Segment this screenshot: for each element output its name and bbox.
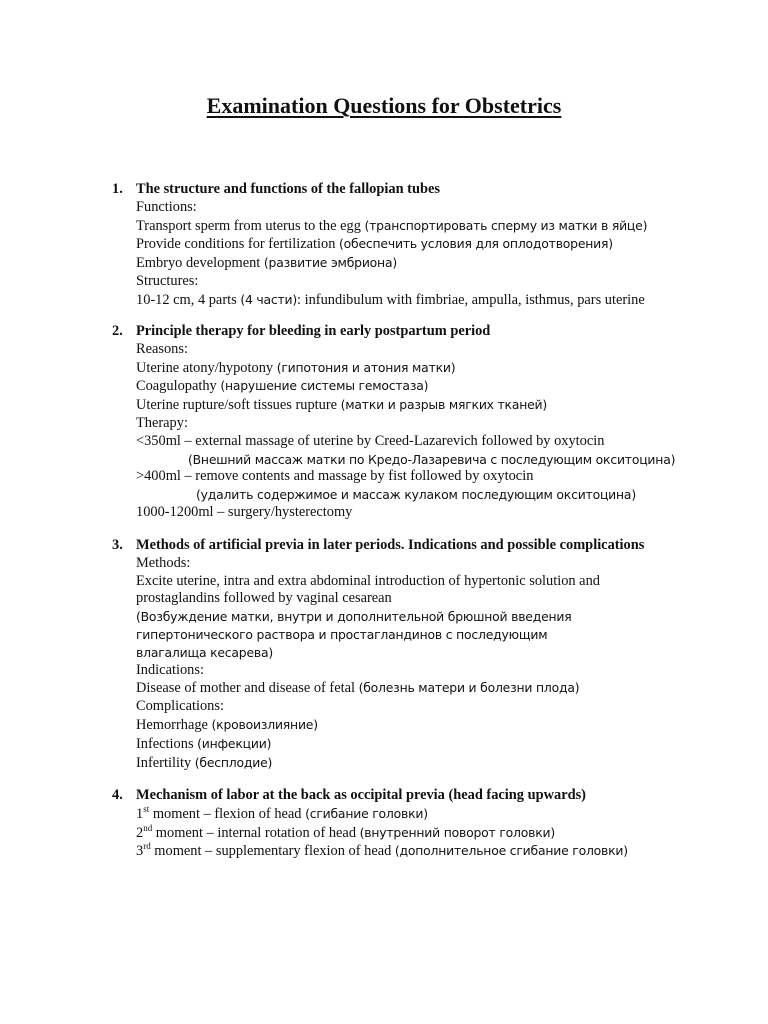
question-number: 3. [112, 537, 123, 553]
english-text: Uterine rupture/soft tissues rupture [136, 397, 341, 414]
russian-translation: (сгибание головки) [305, 805, 428, 821]
question-number: 4. [112, 787, 123, 803]
ordinal-suffix: rd [143, 841, 151, 852]
body-line [136, 679, 732, 698]
russian-translation: (внутренний поворот головки) [359, 824, 555, 840]
body-line: 1000-1200ml – surgery/hysterectomy [136, 503, 353, 520]
ordinal-number: 3 [136, 843, 144, 860]
body-line: Complications: [136, 698, 224, 715]
question-3 [112, 537, 732, 772]
russian-translation-line: (Внешний массаж матки по Кредо-Лазаревича с последующим окситоцина) [188, 451, 676, 467]
ordinal-suffix: st [143, 804, 150, 814]
russian-translation: (гипотония и атония матки) [276, 359, 456, 375]
english-text: Transport sperm from uterus to the egg [136, 217, 365, 234]
russian-translation-line: (Возбуждение матки, внутри и дополнительной брюшной введения гипертонического раствора и простагландинов с последующим влагалища кесарева) [136, 609, 572, 660]
body-line [136, 735, 732, 754]
body-line [136, 235, 732, 254]
body-line: >400ml – remove contents and massage by fist followed by oxytocin [136, 468, 534, 485]
english-text: Hemorrhage [136, 716, 212, 733]
document-title: Examination Questions for Obstetrics [206, 93, 562, 118]
russian-translation: (дополнительное сгибание головки) [394, 843, 628, 859]
body-line [136, 377, 732, 396]
question-4 [112, 787, 732, 861]
body-line: <350ml – external massage of uterine by Creed-Lazarevich followed by oxytocin [136, 432, 605, 449]
russian-translation: (4 части) [240, 291, 297, 307]
russian-translation: (бесплодие) [194, 754, 273, 770]
russian-translation: (обеспечить условия для оплодотворения) [339, 236, 613, 252]
question-number: 1. [112, 181, 123, 197]
question-title: Methods of artificial previa in later periods. Indications and possible complications [136, 537, 645, 553]
english-text: Embryo development [136, 255, 264, 272]
english-text: Infertility [136, 754, 195, 771]
question-1 [112, 181, 732, 310]
body-line [136, 254, 732, 273]
body-line: Reasons: [136, 340, 188, 357]
body-line: Structures: [136, 272, 199, 289]
body-line [136, 824, 732, 843]
ordinal-suffix: nd [143, 822, 153, 833]
russian-translation: (транспортировать сперму из матки в яйце) [364, 217, 648, 233]
body-line [136, 716, 732, 735]
english-text: moment – internal rotation of head [152, 824, 360, 841]
english-text: Coagulopathy [136, 378, 221, 395]
body-line [136, 359, 732, 378]
russian-translation: (болезнь матери и болезни плода) [358, 680, 580, 696]
body-line: Methods: [136, 554, 191, 571]
english-text: Infections [136, 735, 198, 752]
body-line [136, 754, 732, 773]
body-line: Therapy: [136, 414, 188, 431]
english-text: 10-12 cm, 4 parts [136, 291, 241, 308]
body-line: Indications: [136, 661, 204, 678]
body-line [136, 805, 732, 824]
english-text: moment – supplementary flexion of head [150, 843, 395, 860]
english-text: Provide conditions for fertilization [136, 236, 340, 253]
question-body [136, 181, 732, 310]
russian-translation: (кровоизлияние) [211, 716, 318, 732]
body-line: Functions: [136, 198, 197, 215]
ordinal-number: 2 [136, 824, 144, 841]
body-line: Excite uterine, intra and extra abdominal introduction of hypertonic solution and prostaglandins followed by vaginal cesarean [136, 572, 600, 607]
question-2 [112, 323, 732, 522]
question-number: 2. [112, 323, 123, 339]
body-line [136, 217, 732, 236]
body-line [136, 396, 732, 415]
ordinal-number: 1 [136, 805, 144, 822]
russian-translation: (нарушение системы гемостаза) [220, 378, 429, 394]
english-text: : infundibulum with fimbriae, ampulla, isthmus, pars uterine [297, 291, 645, 308]
body-line [136, 842, 732, 861]
question-body [136, 537, 732, 772]
question-body [136, 323, 732, 522]
question-title: The structure and functions of the fallopian tubes [136, 181, 440, 197]
english-text: moment – flexion of head [149, 805, 306, 822]
body-line [136, 291, 732, 310]
russian-translation: (матки и разрыв мягких тканей) [340, 397, 548, 413]
russian-translation: (развитие эмбриона) [263, 255, 397, 271]
english-text: Uterine atony/hypotony [136, 359, 277, 376]
russian-translation: (инфекции) [197, 735, 272, 751]
question-title: Mechanism of labor at the back as occipital previa (head facing upwards) [136, 787, 586, 803]
english-text: Disease of mother and disease of fetal [136, 680, 359, 697]
question-title: Principle therapy for bleeding in early postpartum period [136, 323, 491, 339]
russian-translation-line: (удалить содержимое и массаж кулаком последующим окситоцина) [196, 487, 636, 503]
